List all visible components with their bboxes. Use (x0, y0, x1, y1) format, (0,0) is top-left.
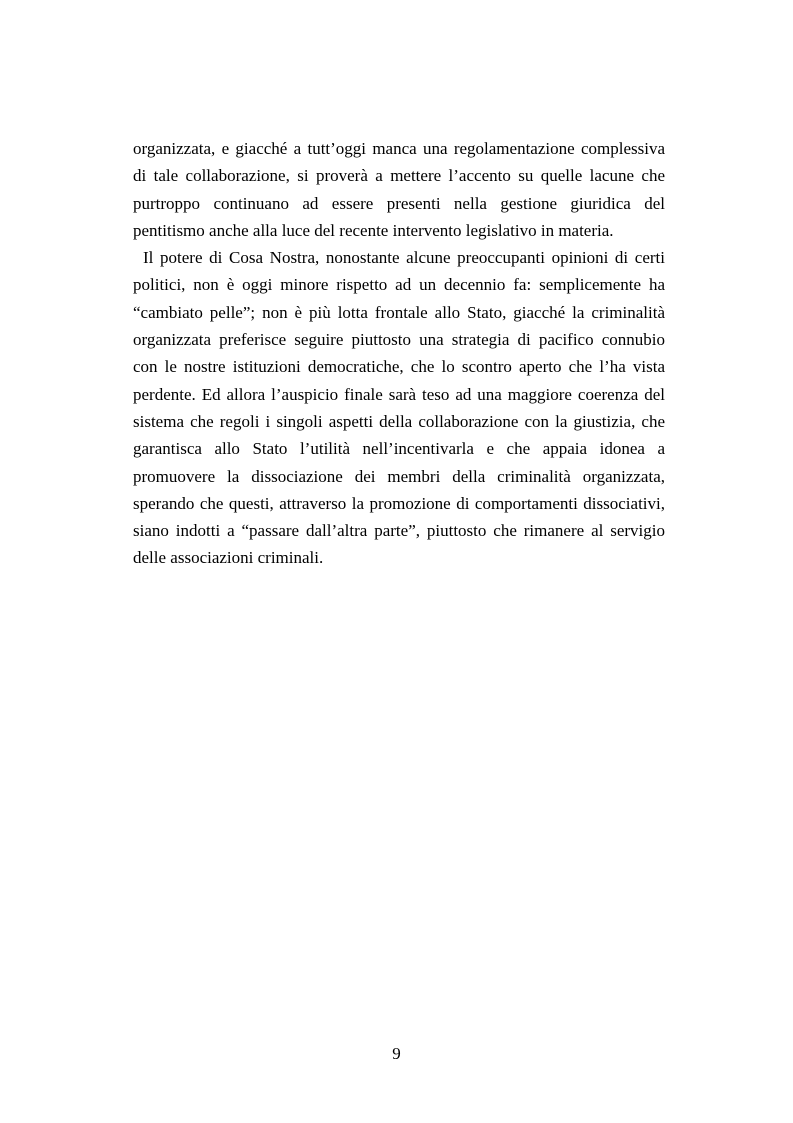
text-line: purtroppo continuano ad essere presenti nella gestione giuridica del (133, 193, 665, 213)
text-line: “cambiato pelle”; non è più lotta frontale allo Stato, giacché la criminalità (133, 302, 665, 322)
text-line: perdente. Ed allora l’auspicio finale sarà teso ad una maggiore coerenza del (133, 384, 665, 404)
text-line: sperando che questi, attraverso la promozione di comportamenti dissociativi, (133, 493, 665, 513)
text-line: garantisca allo Stato l’utilità nell’incentivarla e che appaia idonea a (133, 439, 665, 459)
text-line: delle associazioni criminali. (133, 548, 324, 568)
body-text (133, 135, 665, 572)
text-line: politici, non è oggi minore rispetto ad un decennio fa: semplicemente ha (133, 275, 665, 295)
text-line: siano indotti a “passare dall’altra parte”, piuttosto che rimanere al servigio (133, 521, 665, 541)
text-line: promuovere la dissociazione dei membri della criminalità organizzata, (133, 466, 665, 486)
text-line: pentitismo anche alla luce del recente intervento legislativo in materia. (133, 220, 614, 240)
text-line: di tale collaborazione, si proverà a mettere l’accento su quelle lacune che (133, 166, 665, 186)
text-line: organizzata preferisce seguire piuttosto una strategia di pacifico connubio (133, 330, 665, 350)
text-line: organizzata, e giacché a tutt’oggi manca una regolamentazione complessiva (133, 139, 665, 158)
text-line: sistema che regoli i singoli aspetti della collaborazione con la giustizia, che (133, 411, 665, 431)
text-line: con le nostre istituzioni democratiche, che lo scontro aperto che l’ha vista (133, 357, 665, 377)
page-number: 9 (392, 1044, 401, 1063)
text-line: Il potere di Cosa Nostra, nonostante alcune preoccupanti opinioni di certi (143, 248, 665, 268)
